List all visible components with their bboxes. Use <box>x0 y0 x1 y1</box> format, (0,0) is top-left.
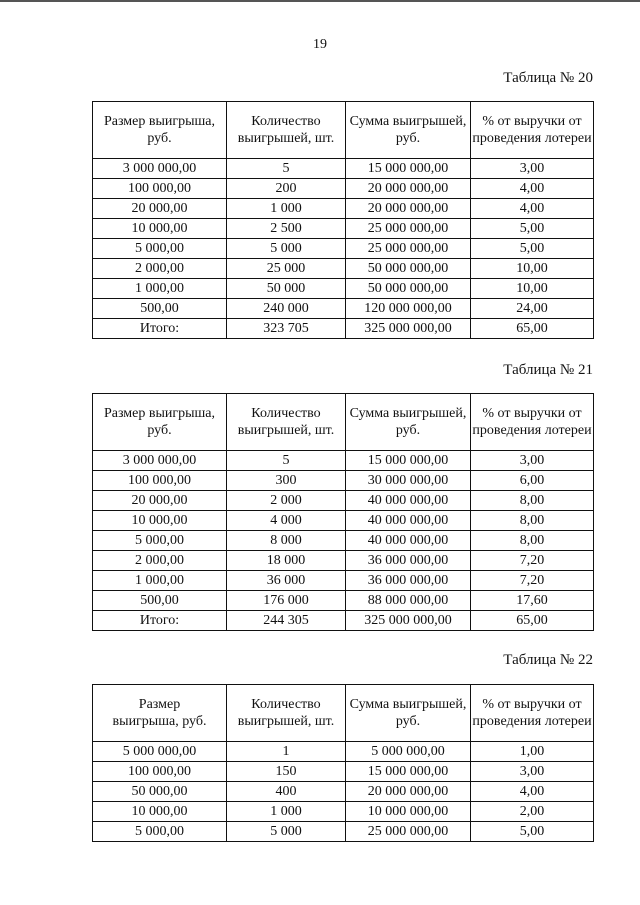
header-prize-size: Размер выигрыша, руб. <box>93 394 227 451</box>
cell-prize-count: 5 000 <box>227 239 346 259</box>
table-header-row <box>93 102 594 159</box>
table-row <box>93 551 594 571</box>
cell-prize-size: 5 000 000,00 <box>93 742 227 762</box>
cell-revenue-percent: 17,60 <box>471 591 594 611</box>
cell-prize-sum: 36 000 000,00 <box>346 571 471 591</box>
table-row <box>93 451 594 471</box>
cell-revenue-percent: 3,00 <box>471 762 594 782</box>
table-caption-21: Таблица № 21 <box>503 362 593 378</box>
cell-revenue-percent: 24,00 <box>471 299 594 319</box>
cell-prize-sum: 88 000 000,00 <box>346 591 471 611</box>
cell-prize-size: 2 000,00 <box>93 259 227 279</box>
cell-revenue-percent: 7,20 <box>471 551 594 571</box>
cell-revenue-percent: 65,00 <box>471 319 594 339</box>
cell-prize-sum: 20 000 000,00 <box>346 782 471 802</box>
cell-prize-count: 18 000 <box>227 551 346 571</box>
cell-prize-sum: 15 000 000,00 <box>346 762 471 782</box>
cell-prize-sum: 25 000 000,00 <box>346 219 471 239</box>
cell-prize-sum: 10 000 000,00 <box>346 802 471 822</box>
table-row <box>93 279 594 299</box>
cell-prize-size: 1 000,00 <box>93 279 227 299</box>
cell-prize-sum: 15 000 000,00 <box>346 159 471 179</box>
prize-table-20 <box>92 101 594 339</box>
cell-prize-count: 5 <box>227 159 346 179</box>
cell-prize-sum: 5 000 000,00 <box>346 742 471 762</box>
cell-prize-count: 323 705 <box>227 319 346 339</box>
cell-prize-size: 10 000,00 <box>93 219 227 239</box>
cell-prize-size: 5 000,00 <box>93 531 227 551</box>
table-row <box>93 591 594 611</box>
table-caption-20: Таблица № 20 <box>503 70 593 86</box>
table-row <box>93 802 594 822</box>
cell-prize-count: 36 000 <box>227 571 346 591</box>
cell-prize-count: 2 500 <box>227 219 346 239</box>
prize-table-22 <box>92 684 594 842</box>
cell-prize-sum: 120 000 000,00 <box>346 299 471 319</box>
cell-prize-count: 400 <box>227 782 346 802</box>
cell-revenue-percent: 10,00 <box>471 259 594 279</box>
cell-prize-count: 4 000 <box>227 511 346 531</box>
header-prize-count: Количество выигрышей, шт. <box>227 685 346 742</box>
table-row <box>93 179 594 199</box>
cell-revenue-percent: 4,00 <box>471 179 594 199</box>
cell-prize-sum: 40 000 000,00 <box>346 491 471 511</box>
cell-prize-size: 10 000,00 <box>93 511 227 531</box>
table-row <box>93 259 594 279</box>
cell-prize-size: 5 000,00 <box>93 822 227 842</box>
cell-prize-count: 5 <box>227 451 346 471</box>
cell-revenue-percent: 5,00 <box>471 219 594 239</box>
cell-revenue-percent: 2,00 <box>471 802 594 822</box>
header-revenue-percent: % от выручки от проведения лотереи <box>471 102 594 159</box>
table-row <box>93 531 594 551</box>
cell-prize-count: 1 000 <box>227 199 346 219</box>
cell-revenue-percent: 4,00 <box>471 782 594 802</box>
cell-prize-count: 50 000 <box>227 279 346 299</box>
cell-prize-size: 50 000,00 <box>93 782 227 802</box>
cell-prize-size: 100 000,00 <box>93 179 227 199</box>
table-row <box>93 199 594 219</box>
cell-prize-count: 8 000 <box>227 531 346 551</box>
cell-prize-count: 176 000 <box>227 591 346 611</box>
table-row <box>93 822 594 842</box>
cell-revenue-percent: 3,00 <box>471 451 594 471</box>
table-row <box>93 491 594 511</box>
cell-prize-size: 500,00 <box>93 299 227 319</box>
cell-prize-count: 1 000 <box>227 802 346 822</box>
cell-revenue-percent: 65,00 <box>471 611 594 631</box>
header-revenue-percent: % от выручки от проведения лотереи <box>471 685 594 742</box>
scan-edge-line <box>0 0 640 2</box>
table-caption-22: Таблица № 22 <box>503 652 593 668</box>
cell-prize-size: 10 000,00 <box>93 802 227 822</box>
table-row <box>93 299 594 319</box>
cell-revenue-percent: 7,20 <box>471 571 594 591</box>
table-row <box>93 219 594 239</box>
cell-prize-size: 100 000,00 <box>93 762 227 782</box>
header-prize-size: Размер выигрыша, руб. <box>93 102 227 159</box>
cell-prize-sum: 36 000 000,00 <box>346 551 471 571</box>
page-number: 19 <box>313 37 327 52</box>
cell-prize-count: 240 000 <box>227 299 346 319</box>
table-row <box>93 742 594 762</box>
header-revenue-percent: % от выручки от проведения лотереи <box>471 394 594 451</box>
cell-prize-sum: 30 000 000,00 <box>346 471 471 491</box>
cell-prize-count: 200 <box>227 179 346 199</box>
table-row <box>93 471 594 491</box>
cell-revenue-percent: 10,00 <box>471 279 594 299</box>
cell-prize-count: 1 <box>227 742 346 762</box>
table-header-row <box>93 394 594 451</box>
cell-prize-size: 1 000,00 <box>93 571 227 591</box>
table-row <box>93 319 594 339</box>
cell-prize-sum: 20 000 000,00 <box>346 199 471 219</box>
cell-prize-count: 150 <box>227 762 346 782</box>
header-prize-sum: Сумма выигрышей, руб. <box>346 685 471 742</box>
cell-prize-size: 20 000,00 <box>93 491 227 511</box>
table-row <box>93 782 594 802</box>
cell-prize-sum: 20 000 000,00 <box>346 179 471 199</box>
table-row <box>93 571 594 591</box>
cell-prize-size: 100 000,00 <box>93 471 227 491</box>
header-prize-sum: Сумма выигрышей, руб. <box>346 102 471 159</box>
cell-prize-size: 500,00 <box>93 591 227 611</box>
table-row <box>93 159 594 179</box>
cell-prize-sum: 25 000 000,00 <box>346 239 471 259</box>
cell-prize-size: Итого: <box>93 319 227 339</box>
cell-prize-size: 2 000,00 <box>93 551 227 571</box>
cell-prize-sum: 40 000 000,00 <box>346 511 471 531</box>
cell-prize-size: 20 000,00 <box>93 199 227 219</box>
cell-revenue-percent: 4,00 <box>471 199 594 219</box>
table-row <box>93 511 594 531</box>
header-prize-size: Размер выигрыша, руб. <box>93 685 227 742</box>
header-prize-sum: Сумма выигрышей, руб. <box>346 394 471 451</box>
cell-prize-sum: 50 000 000,00 <box>346 279 471 299</box>
table-row <box>93 611 594 631</box>
cell-prize-size: 3 000 000,00 <box>93 451 227 471</box>
cell-prize-count: 244 305 <box>227 611 346 631</box>
cell-prize-sum: 25 000 000,00 <box>346 822 471 842</box>
cell-prize-count: 5 000 <box>227 822 346 842</box>
cell-revenue-percent: 3,00 <box>471 159 594 179</box>
table-row <box>93 762 594 782</box>
table-row <box>93 239 594 259</box>
prize-table-21 <box>92 393 594 631</box>
cell-revenue-percent: 6,00 <box>471 471 594 491</box>
cell-prize-sum: 325 000 000,00 <box>346 319 471 339</box>
header-prize-count: Количество выигрышей, шт. <box>227 102 346 159</box>
cell-prize-sum: 50 000 000,00 <box>346 259 471 279</box>
table-header-row <box>93 685 594 742</box>
cell-prize-count: 2 000 <box>227 491 346 511</box>
cell-prize-size: Итого: <box>93 611 227 631</box>
cell-revenue-percent: 8,00 <box>471 531 594 551</box>
cell-prize-size: 3 000 000,00 <box>93 159 227 179</box>
header-prize-count: Количество выигрышей, шт. <box>227 394 346 451</box>
cell-revenue-percent: 5,00 <box>471 822 594 842</box>
cell-prize-count: 25 000 <box>227 259 346 279</box>
cell-revenue-percent: 8,00 <box>471 511 594 531</box>
cell-prize-sum: 40 000 000,00 <box>346 531 471 551</box>
cell-revenue-percent: 5,00 <box>471 239 594 259</box>
cell-revenue-percent: 1,00 <box>471 742 594 762</box>
cell-prize-sum: 325 000 000,00 <box>346 611 471 631</box>
cell-revenue-percent: 8,00 <box>471 491 594 511</box>
cell-prize-size: 5 000,00 <box>93 239 227 259</box>
cell-prize-count: 300 <box>227 471 346 491</box>
cell-prize-sum: 15 000 000,00 <box>346 451 471 471</box>
